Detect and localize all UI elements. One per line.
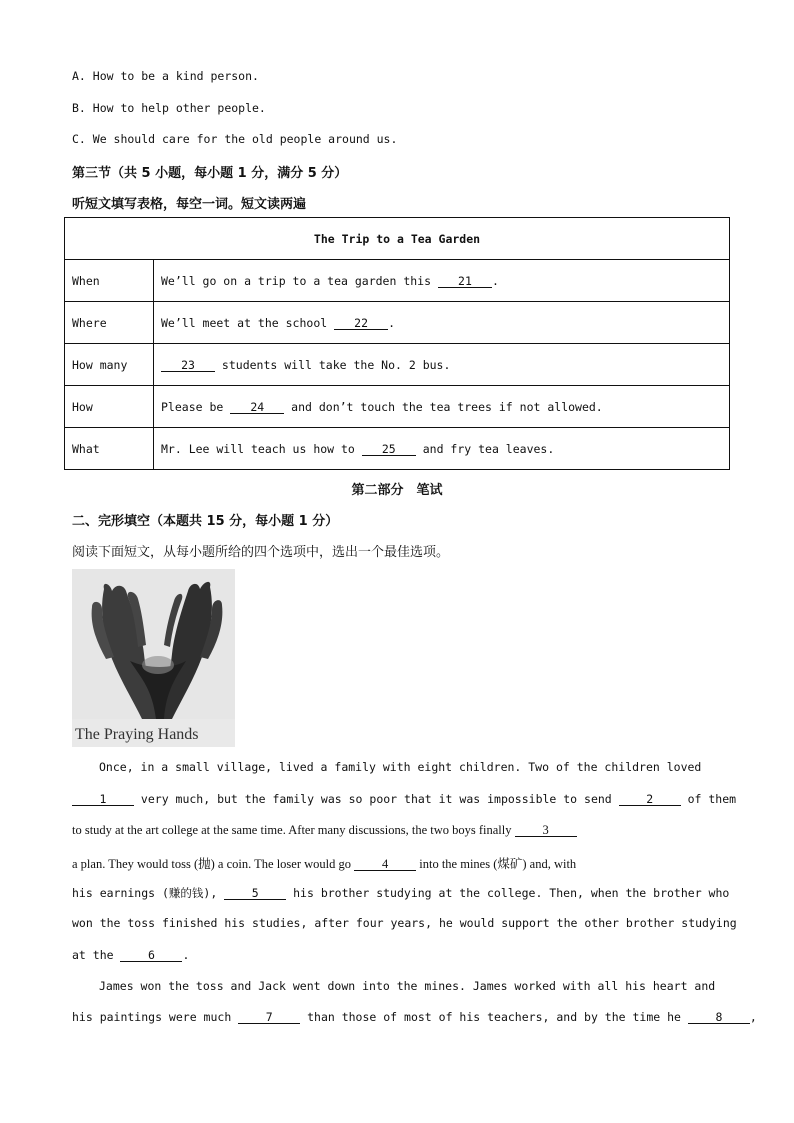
passage-line: to study at the art college at the same time. After many discussions, the two boys finally 3 — [72, 823, 722, 838]
table-title: The Trip to a Tea Garden — [65, 218, 730, 260]
table-row — [65, 428, 730, 470]
option-b: B. How to help other people. — [72, 101, 266, 115]
answer-blank: 23 — [161, 359, 215, 372]
answer-blank: 4 — [354, 858, 416, 871]
option-a: A. How to be a kind person. — [72, 69, 259, 83]
passage-line: won the toss finished his studies, after four years, he would support the other brother studying — [72, 916, 737, 930]
answer-blank: 5 — [224, 887, 286, 900]
passage-line: a plan. They would toss (抛) a coin. The loser would go 4 into the mines (煤矿) and, with — [72, 857, 577, 871]
row-content: We’ll go on a trip to a tea garden this 21 . — [154, 260, 730, 302]
option-c: C. We should care for the old people around us. — [72, 132, 398, 146]
passage-line: his earnings (赚的钱), 5 his brother studying at the college. Then, when the brother who — [72, 886, 730, 900]
row-content: We’ll meet at the school 22 . — [154, 302, 730, 344]
figure-caption: The Praying Hands — [75, 726, 199, 743]
table-title-row — [65, 218, 730, 260]
section3-heading: 第三节（共 5 小题，每小题 1 分，满分 5 分） — [72, 166, 348, 181]
answer-blank: 24 — [230, 401, 284, 414]
row-label: What — [65, 428, 154, 470]
row-label: When — [65, 260, 154, 302]
row-content: 23 students will take the No. 2 bus. — [154, 344, 730, 386]
passage-line: his paintings were much 7 than those of most of his teachers, and by the time he 8 , — [72, 1010, 757, 1024]
tea-garden-table — [64, 217, 730, 470]
passage-line: James won the toss and Jack went down into the mines. James worked with all his heart and — [99, 979, 716, 993]
praying-hands-figure — [72, 569, 235, 747]
passage-line: 1 very much, but the family was so poor that it was impossible to send 2 of them — [72, 792, 722, 806]
answer-blank: 21 — [438, 275, 492, 288]
answer-blank: 2 — [619, 793, 681, 806]
answer-blank: 22 — [334, 317, 388, 330]
answer-blank: 1 — [72, 793, 134, 806]
passage-line: Once, in a small village, lived a family with eight children. Two of the children loved — [99, 760, 702, 774]
section3-instruction: 听短文填写表格，每空一词。短文读两遍 — [72, 197, 307, 212]
table-row — [65, 344, 730, 386]
row-content: Mr. Lee will teach us how to 25 and fry tea leaves. — [154, 428, 730, 470]
passage-line: at the 6 . — [72, 948, 190, 962]
table-row — [65, 302, 730, 344]
table-row — [65, 260, 730, 302]
answer-blank: 8 — [688, 1011, 750, 1024]
answer-blank: 7 — [238, 1011, 300, 1024]
answer-blank: 25 — [362, 443, 416, 456]
cloze-section-title: 二、完形填空（本题共 15 分，每小题 1 分） — [72, 514, 339, 529]
row-label: How — [65, 386, 154, 428]
part2-heading: 第二部分 笔试 — [351, 483, 443, 498]
table-row — [65, 386, 730, 428]
row-label: Where — [65, 302, 154, 344]
praying-hands-illustration — [72, 569, 235, 747]
answer-blank: 6 — [120, 949, 182, 962]
answer-blank: 3 — [515, 824, 577, 837]
row-label: How many — [65, 344, 154, 386]
row-content: Please be 24 and don’t touch the tea trees if not allowed. — [154, 386, 730, 428]
cloze-instruction: 阅读下面短文，从每小题所给的四个选项中，选出一个最佳选项。 — [72, 545, 450, 560]
